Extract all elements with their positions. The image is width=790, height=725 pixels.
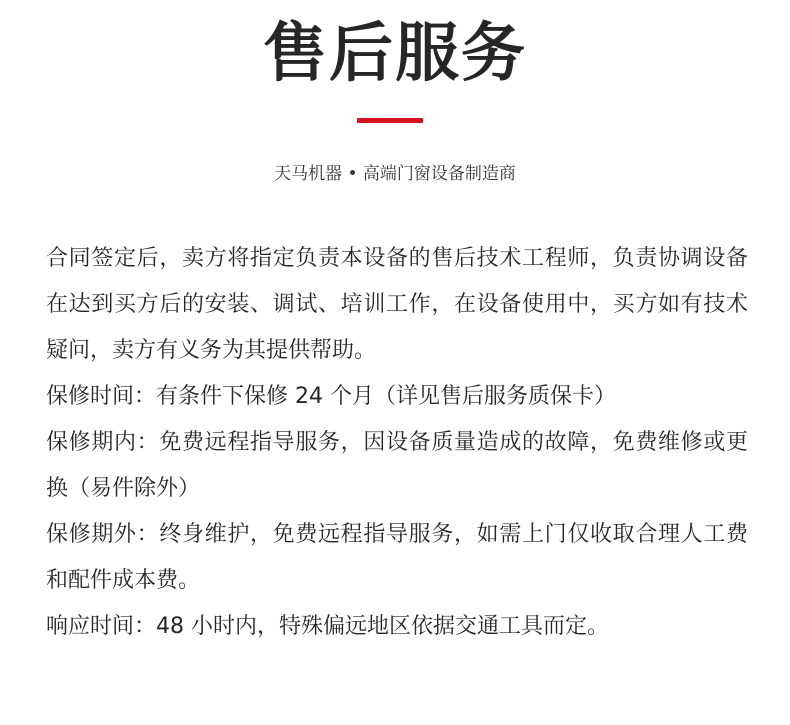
in-warranty-paragraph: 保修期内：免费远程指导服务，因设备质量造成的故障，免费维修或更换（易件除外） bbox=[46, 430, 748, 501]
intro-paragraph: 合同签定后，卖方将指定负责本设备的售后技术工程师，负责协调设备在达到买方后的安装、调试、培训工作，在设备使用中，买方如有技术疑问，卖方有义务为其提供帮助。 bbox=[46, 246, 748, 363]
service-content bbox=[46, 236, 748, 650]
page-title: 售后服务 bbox=[263, 17, 527, 91]
warranty-period-paragraph: 保修时间：有条件下保修 24 个月（详见售后服务质保卡） bbox=[46, 384, 616, 409]
out-of-warranty-paragraph: 保修期外：终身维护，免费远程指导服务，如需上门仅收取合理人工费和配件成本费。 bbox=[46, 522, 748, 593]
response-time-paragraph: 响应时间：48 小时内，特殊偏远地区依据交通工具而定。 bbox=[46, 614, 609, 639]
page-subtitle: 天马机器 • 高端门窗设备制造商 bbox=[274, 164, 516, 184]
title-underline bbox=[357, 118, 423, 123]
